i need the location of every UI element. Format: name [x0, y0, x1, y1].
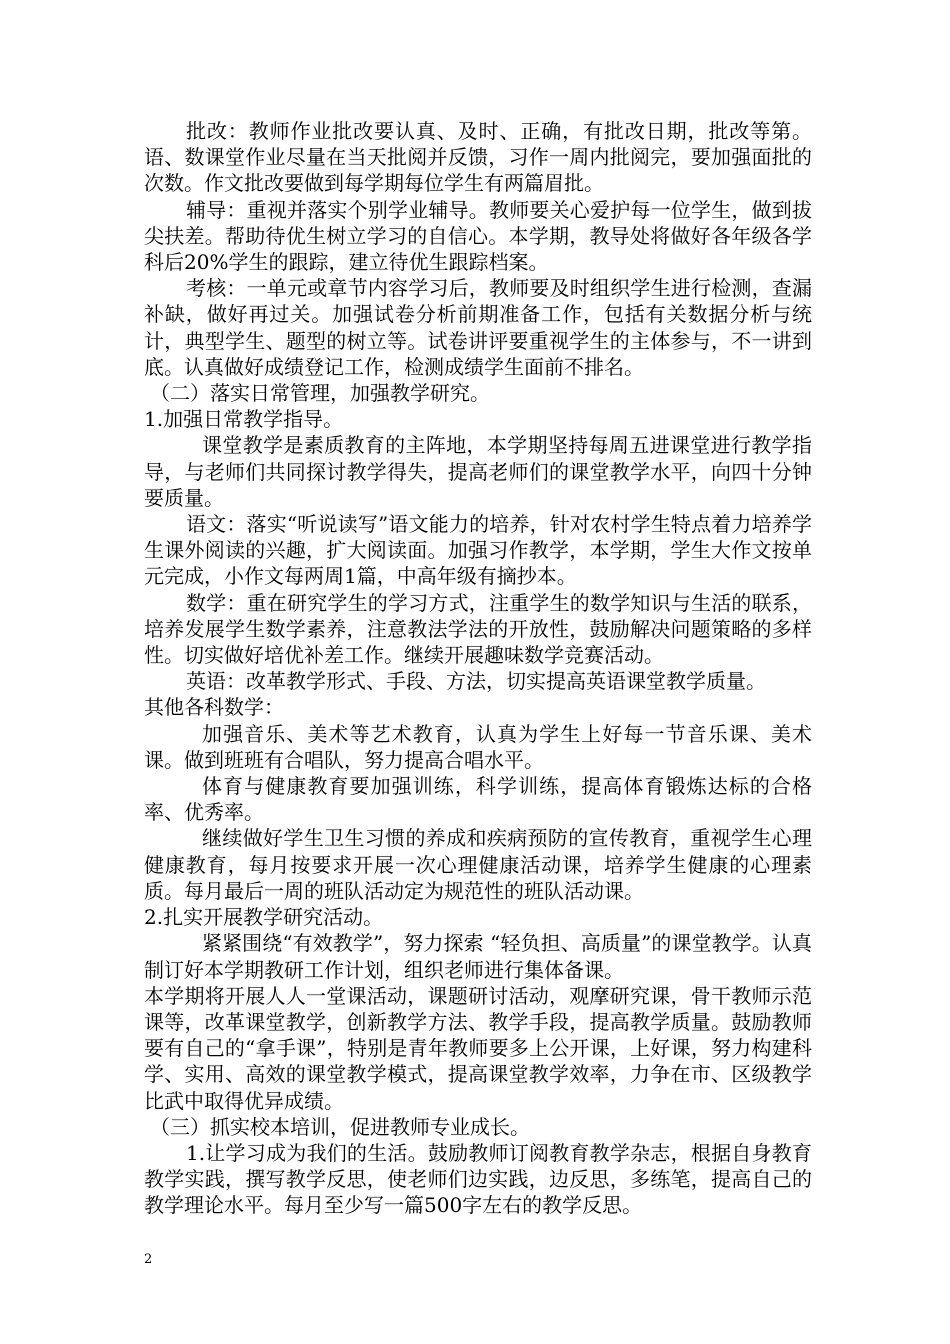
paragraph-classroom: 课堂教学是素质教育的主阵地，本学期坚持每周五进课堂进行教学指导，与老师们共同探讨教学得失，提高老师们的课堂教学水平，向四十分钟要质量。: [144, 433, 812, 510]
paragraph-english: 英语：改革教学形式、手段、方法，切实提高英语课堂教学质量。: [186, 669, 766, 694]
paragraph-pe: 体育与健康教育要加强训练，科学训练，提高体育锻炼达标的合格率、优秀率。: [144, 774, 812, 825]
section-heading-2: （二）落实日常管理，加强教学研究。: [150, 381, 490, 406]
paragraph-effective-teaching: 紧紧围绕“有效教学”，努力探索 “轻负担、高质量”的课堂教学。认真制订好本学期教研工作计划，组织老师进行集体备课。: [144, 931, 812, 982]
paragraph-health: 继续做好学生卫生习惯的养成和疾病预防的宣传教育，重视学生心理健康教育，每月按要求开展一次心理健康活动课，培养学生健康的心理素质。每月最后一周的班队活动定为规范性的班队活动课。: [144, 826, 812, 903]
paragraph-arts: 加强音乐、美术等艺术教育，认真为学生上好每一节音乐课、美术课。做到班班有合唱队，努力提高合唱水平。: [144, 721, 812, 772]
paragraph-activities: 本学期将开展人人一堂课活动，课题研讨活动，观摩研究课，骨干教师示范课等，改革课堂教学，创新教学方法、教学手段，提高教学质量。鼓励教师要有自己的“拿手课”，特别是青年教师要多上公开课，上好课，努力构建科学、实用、高效的课堂教学模式，提高课堂教学效率，力争在市、区级教学比武中取得优异成绩。: [144, 983, 812, 1113]
paragraph-chinese: 语文：落实“听说读写”语文能力的培养，针对农村学生特点着力培养学生课外阅读的兴趣，扩大阅读面。加强习作教学，本学期，学生大作文按单元完成，小作文每两周1篇，中高年级有摘抄本。: [144, 512, 812, 589]
paragraph-tutoring: 辅导：重视并落实个别学业辅导。教师要关心爱护每一位学生，做到拔尖扶差。帮助待优生树立学习的自信心。本学期，教导处将做好各年级各学科后20%学生的跟踪，建立待优生跟踪档案。: [144, 197, 812, 275]
section-heading-3: （三）抓实校本培训，促进教师专业成长。: [150, 1114, 530, 1139]
paragraph-grading: 批改：教师作业批改要认真、及时、正确，有批改日期，批改等第。语、数课堂作业尽量在当天批阅并反馈，习作一周内批阅完，要加强面批的次数。作文批改要做到每学期每位学生有两篇眉批。: [144, 119, 812, 196]
paragraph-math: 数学：重在研究学生的学习方式，注重学生的数学知识与生活的联系，培养发展学生数学素养，注意教法学法的开放性，鼓励解决问题策略的多样性。切实做好培优补差工作。继续开展趣味数学竞赛活动。: [144, 590, 812, 668]
paragraph-learning: 1.让学习成为我们的生活。鼓励教师订阅教育教学杂志，根据自身教育教学实践，撰写教学反思，使老师们边实践，边反思，多练笔，提高自己的教学理论水平。每月至少写一篇500字左右的教学反思。: [144, 1140, 812, 1218]
paragraph-assessment: 考核：一单元或章节内容学习后，教师要及时组织学生进行检测，查漏补缺，做好再过关。加强试卷分析前期准备工作，包括有关数据分析与统计，典型学生、题型的树立等。试卷讲评要重视学生的主体参与，不一讲到底。认真做好成绩登记工作，检测成绩学生面前不排名。: [144, 276, 812, 379]
page-number: 2: [144, 1252, 153, 1267]
subheading-2: 2.扎实开展教学研究活动。: [144, 905, 384, 930]
subheading-1: 1.加强日常教学指导。: [144, 407, 344, 432]
paragraph-other-subjects: 其他各科数学：: [144, 695, 284, 720]
body-text: [144, 118, 812, 1219]
